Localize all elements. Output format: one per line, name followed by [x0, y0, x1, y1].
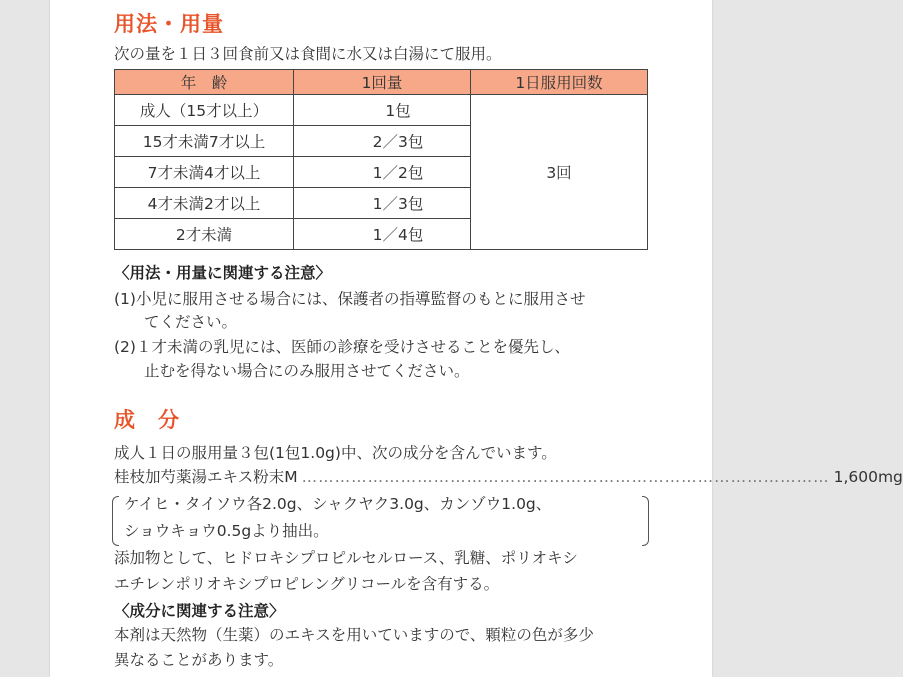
ingredient-amount: 1,600mg [833, 468, 903, 486]
bracket-right [642, 496, 649, 546]
extract-line: ショウキョウ0.5gより抽出。 [124, 522, 329, 540]
row-dose: 1包 [294, 95, 471, 126]
main-ingredient [114, 467, 903, 487]
usage-caution-line: 止むを得ない場合にのみ服用させてください。 [144, 362, 470, 380]
row-age: 15才未満7才以上 [115, 126, 294, 157]
usage-intro: 次の量を１日３回食前又は食間に水又は白湯にて服用。 [114, 45, 502, 63]
header-dose: 1回量 [294, 70, 471, 95]
row-age: 4才未満2才以上 [115, 188, 294, 219]
table-header-row [115, 70, 648, 95]
row-dose: 2／3包 [294, 126, 471, 157]
document-page [50, 0, 903, 677]
table-row [115, 95, 648, 126]
daily-times: 3回 [471, 95, 648, 250]
ingredients-heading: 成 分 [114, 408, 180, 432]
usage-heading: 用法・用量 [114, 12, 224, 36]
usage-caution-line: (1)小児に服用させる場合には、保護者の指導監督のもとに服用させ [114, 290, 586, 308]
ingredients-caution-title: 〈成分に関連する注意〉 [114, 602, 285, 620]
dosage-table [114, 69, 648, 250]
leader-dots: …………………………………………………………………………………… [301, 468, 830, 486]
ingredient-name: 桂枝加芍薬湯エキス粉末M [114, 468, 298, 486]
usage-caution-line: (2)１才未満の乳児には、医師の診療を受けさせることを優先し、 [114, 338, 570, 356]
extract-line: ケイヒ・タイソウ各2.0g、シャクヤク3.0g、カンゾウ1.0g、 [124, 495, 552, 513]
ingredients-caution-line: 本剤は天然物（生薬）のエキスを用いていますので、顆粒の色が多少 [114, 626, 594, 644]
ingredients-caution-line: 異なることがあります。 [114, 651, 284, 669]
ingredients-intro: 成人１日の服用量３包(1包1.0g)中、次の成分を含んでいます。 [114, 444, 557, 462]
row-age: 7才未満4才以上 [115, 157, 294, 188]
additives-line: エチレンポリオキシプロピレングリコールを含有する。 [114, 575, 500, 593]
row-age: 2才未満 [115, 219, 294, 250]
usage-caution-line: てください。 [144, 313, 238, 331]
usage-caution-title: 〈用法・用量に関連する注意〉 [114, 264, 332, 282]
row-dose: 1／3包 [294, 188, 471, 219]
header-age: 年 齢 [115, 70, 294, 95]
row-dose: 1／4包 [294, 219, 471, 250]
bracket-left [112, 496, 119, 546]
row-dose: 1／2包 [294, 157, 471, 188]
row-age: 成人（15才以上） [115, 95, 294, 126]
additives-line: 添加物として、ヒドロキシプロピルセルロース、乳糖、ポリオキシ [114, 549, 578, 567]
header-times: 1日服用回数 [471, 70, 648, 95]
